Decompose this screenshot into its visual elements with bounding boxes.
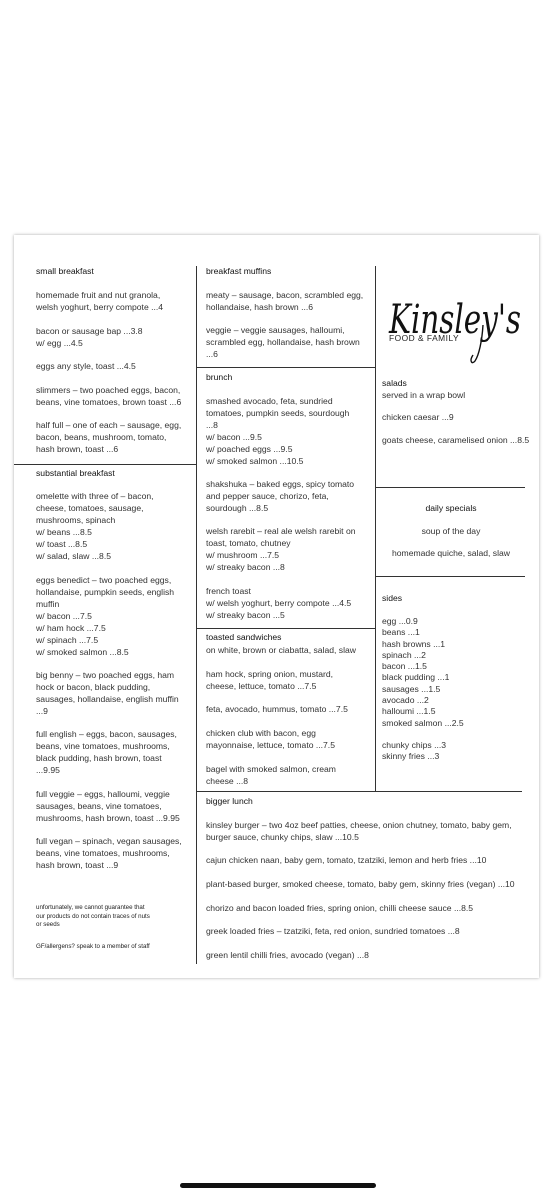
- toasted-sandwiches-heading: toasted sandwiches: [206, 632, 282, 642]
- divider-substantial: [14, 464, 196, 465]
- menu-sheet: [14, 235, 539, 978]
- brand-logo-graphic: [387, 275, 527, 365]
- divider-left-column: [196, 266, 197, 964]
- logo-subtitle: FOOD & FAMILY: [389, 333, 460, 343]
- sides-heading: sides: [382, 593, 403, 603]
- menu-item: chicken caesar ...9: [382, 412, 454, 422]
- sides-list-fries: chunky chips ...3 skinny fries ...3: [382, 740, 447, 762]
- breakfast-muffins-heading: breakfast muffins: [206, 266, 272, 276]
- menu-item: soup of the day: [421, 526, 481, 536]
- menu-item: half full – one of each – sausage, egg, bacon, beans, mushroom, tomato, hash brown, toast ...6: [36, 420, 182, 454]
- daily-specials-heading: daily specials: [425, 503, 477, 513]
- toasted-sandwiches-note: on white, brown or ciabatta, salad, slaw: [206, 645, 356, 655]
- substantial-breakfast-heading: substantial breakfast: [36, 468, 115, 478]
- sides-list: egg ...0.9 beans ...1 hash browns ...1 spinach ...2 bacon ...1.5 black pudding ...1 sausages ...1.5 avocado ...2 halloumi ...1.5 smoked salmon ...2.5: [382, 616, 464, 728]
- menu-item: smashed avocado, feta, sundried tomatoes, pumpkin seeds, sourdough ...8 w/ bacon ...9.5 w/ poached eggs ...9.5 w/ smoked salmon ...10.5: [206, 396, 350, 466]
- menu-item: plant-based burger, smoked cheese, tomato, baby gem, skinny fries (vegan) ...10: [206, 879, 515, 889]
- logo-script-text: Kinsley's: [388, 297, 521, 343]
- menu-item: eggs benedict – two poached eggs, hollandaise, pumpkin seeds, english muffin w/ bacon ...7.5 w/ ham hock ...7.5 w/ spinach ...7.5 w/ smoked salmon ...8.5: [36, 575, 175, 657]
- menu-item: big benny – two poached eggs, ham hock or bacon, black pudding, sausages, hollandaise, english muffin ...9: [36, 670, 179, 716]
- menu-item: full english – eggs, bacon, sausages, beans, vine tomatoes, mushrooms, black pudding, hash brown, toast ...9.95: [36, 729, 177, 775]
- menu-item: bagel with smoked salmon, cream cheese ...8: [206, 764, 336, 786]
- nut-disclaimer: unfortunately, we cannot guarantee that our products do not contain traces of nuts or seeds: [36, 904, 150, 928]
- salads-note: served in a wrap bowl: [382, 390, 466, 400]
- menu-item: ham hock, spring onion, mustard, cheese, lettuce, tomato ...7.5: [206, 669, 334, 691]
- menu-item: omelette with three of – bacon, cheese, tomatoes, sausage, mushrooms, spinach w/ beans ...8.5 w/ toast ...8.5 w/ salad, slaw ...8.5: [36, 491, 154, 561]
- menu-item: goats cheese, caramelised onion ...8.5: [382, 435, 530, 445]
- bigger-lunch-heading: bigger lunch: [206, 796, 253, 806]
- menu-item: eggs any style, toast ...4.5: [36, 361, 136, 371]
- allergen-note: GF/allergens? speak to a member of staff: [36, 943, 150, 950]
- menu-item: full vegan – spinach, vegan sausages, beans, vine tomatoes, mushrooms, hash brown, toast ...9: [36, 836, 182, 870]
- menu-item: slimmers – two poached eggs, bacon, beans, vine tomatoes, brown toast ...6: [36, 385, 182, 407]
- brand-logo: [387, 275, 527, 365]
- divider-brunch: [196, 367, 375, 368]
- menu-item: veggie – veggie sausages, halloumi, scrambled egg, hollandaise, hash brown ...6: [206, 325, 360, 359]
- menu-item: feta, avocado, hummus, tomato ...7.5: [206, 704, 348, 714]
- menu-item: chorizo and bacon loaded fries, spring onion, chilli cheese sauce ...8.5: [206, 903, 474, 913]
- menu-item: chicken club with bacon, egg mayonnaise, lettuce, tomato ...7.5: [206, 728, 335, 750]
- menu-item: full veggie – eggs, halloumi, veggie sausages, beans, vine tomatoes, mushrooms, hash brown, toast ...9.95: [36, 789, 180, 823]
- salads-heading: salads: [382, 378, 407, 388]
- brunch-heading: brunch: [206, 372, 233, 382]
- divider-sides: [375, 576, 525, 577]
- divider-toasted: [196, 628, 375, 629]
- small-breakfast-heading: small breakfast: [36, 266, 94, 276]
- divider-specials: [375, 487, 525, 488]
- menu-item: welsh rarebit – real ale welsh rarebit on toast, tomato, chutney w/ mushroom ...7.5 w/ streaky bacon ...8: [206, 526, 356, 572]
- menu-item: meaty – sausage, bacon, scrambled egg, hollandaise, hash brown ...6: [206, 290, 364, 312]
- menu-item: green lentil chilli fries, avocado (vegan) ...8: [206, 950, 369, 960]
- menu-item: bacon or sausage bap ...3.8 w/ egg ...4.5: [36, 326, 143, 348]
- menu-item: french toast w/ welsh yoghurt, berry compote ...4.5 w/ streaky bacon ...5: [206, 586, 352, 620]
- menu-item: homemade quiche, salad, slaw: [392, 548, 510, 558]
- menu-item: kinsley burger – two 4oz beef patties, cheese, onion chutney, tomato, baby gem, burger sauce, chunky chips, slaw ...10.5: [206, 820, 512, 842]
- menu-item: cajun chicken naan, baby gem, tomato, tzatziki, lemon and herb fries ...10: [206, 855, 487, 865]
- divider-bigger-lunch: [196, 791, 522, 792]
- home-indicator[interactable]: [180, 1183, 376, 1188]
- menu-item: homemade fruit and nut granola, welsh yoghurt, berry compote ...4: [36, 290, 164, 312]
- menu-item: greek loaded fries – tzatziki, feta, red onion, sundried tomatoes ...8: [206, 926, 460, 936]
- menu-item: shakshuka – baked eggs, spicy tomato and pepper sauce, chorizo, feta, sourdough ...8.5: [206, 479, 355, 513]
